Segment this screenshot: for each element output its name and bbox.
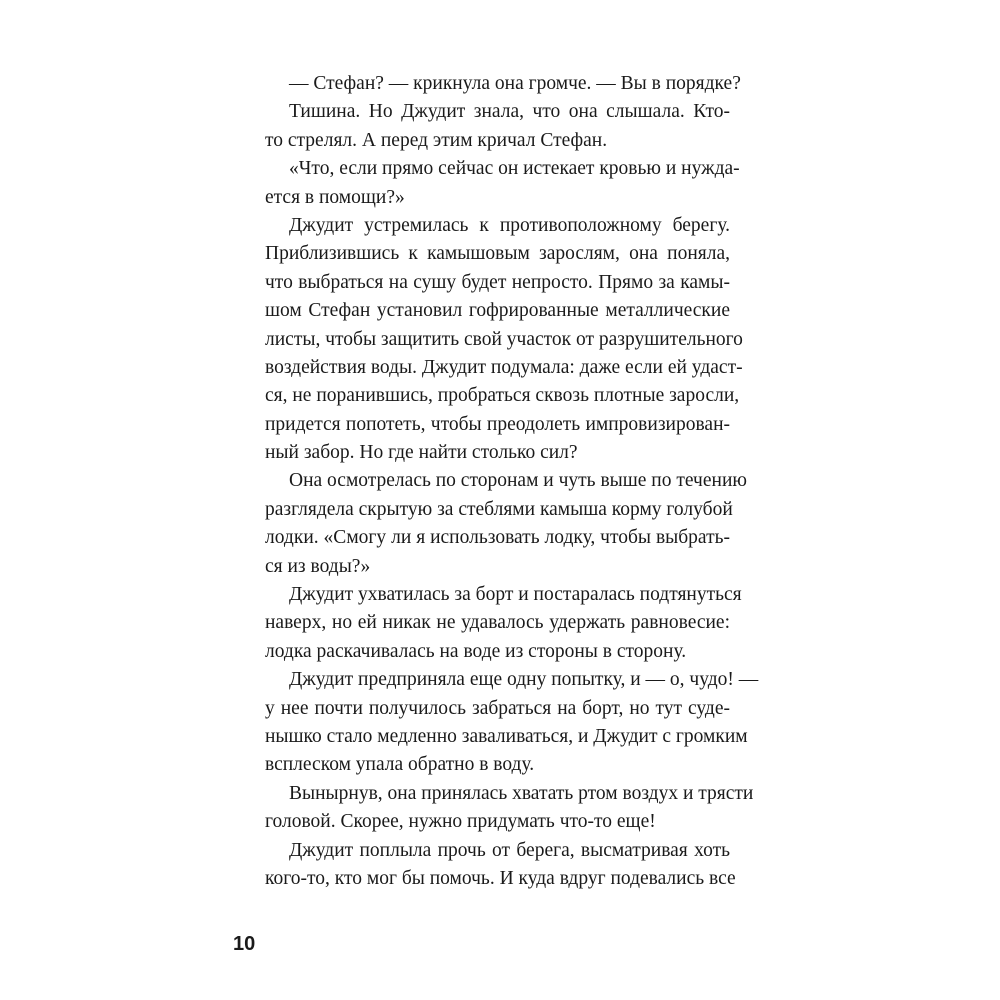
text-line: — Стефан? — крикнула она громче. — Вы в порядке? xyxy=(289,73,741,94)
text-line: придется попотеть, чтобы преодолеть импровизирован- xyxy=(265,413,730,435)
text-line: листы, чтобы защитить свой участок от разрушительного xyxy=(265,328,743,350)
text-line: ется в помощи?» xyxy=(265,186,405,208)
text-line: ся из воды?» xyxy=(265,555,371,577)
text-line: разглядела скрытую за стеблями камыша корму голубой xyxy=(265,498,733,520)
text-line: Джудит поплыла прочь от берега, высматривая хоть xyxy=(289,839,730,861)
text-line: кого-то, кто мог бы помочь. И куда вдруг подевались все xyxy=(265,867,736,889)
text-line: головой. Скорее, нужно придумать что-то еще! xyxy=(265,811,656,833)
text-line: Вынырнув, она принялась хватать ртом воздух и трясти xyxy=(289,782,754,804)
text-line: Джудит ухватилась за борт и постаралась подтянуться xyxy=(289,584,742,606)
text-line: воздействия воды. Джудит подумала: даже если ей удаст- xyxy=(265,356,743,378)
text-line: лодка раскачивалась на воде из стороны в сторону. xyxy=(265,640,687,662)
text-line: ся, не поранившись, пробраться сквозь плотные заросли, xyxy=(265,385,740,407)
text-line: Она осмотрелась по сторонам и чуть выше по течению xyxy=(289,470,747,492)
text-line: Тишина. Но Джудит знала, что она слышала. Кто- xyxy=(289,101,730,123)
text-line: наверх, но ей никак не удавалось удержать равновесие: xyxy=(265,612,730,634)
text-line: что выбраться на сушу будет непросто. Прямо за камы- xyxy=(265,271,730,293)
text-line: Приблизившись к камышовым зарослям, она поняла, xyxy=(265,243,730,265)
text-line: ный забор. Но где найти столько сил? xyxy=(265,442,578,464)
text-line: лодки. «Смогу ли я использовать лодку, чтобы выбрать- xyxy=(265,527,730,549)
text-line: у нее почти получилось забраться на борт, но тут суде- xyxy=(265,697,730,719)
page-number: 10 xyxy=(233,933,256,955)
text-line: Джудит устремилась к противоположному берегу. xyxy=(289,214,730,236)
text-line: то стрелял. А перед этим кричал Стефан. xyxy=(265,129,608,151)
text-line: Джудит предприняла еще одну попытку, и — о, чудо! — xyxy=(289,669,759,691)
text-line: шом Стефан установил гофрированные металлические xyxy=(265,300,730,322)
text-line: «Что, если прямо сейчас он истекает кровью и нужда- xyxy=(289,158,740,180)
text-line: нышко стало медленно заваливаться, и Джудит с громким xyxy=(265,725,748,747)
text-line: всплеском упала обратно в воду. xyxy=(265,754,535,776)
body-text xyxy=(265,70,759,893)
